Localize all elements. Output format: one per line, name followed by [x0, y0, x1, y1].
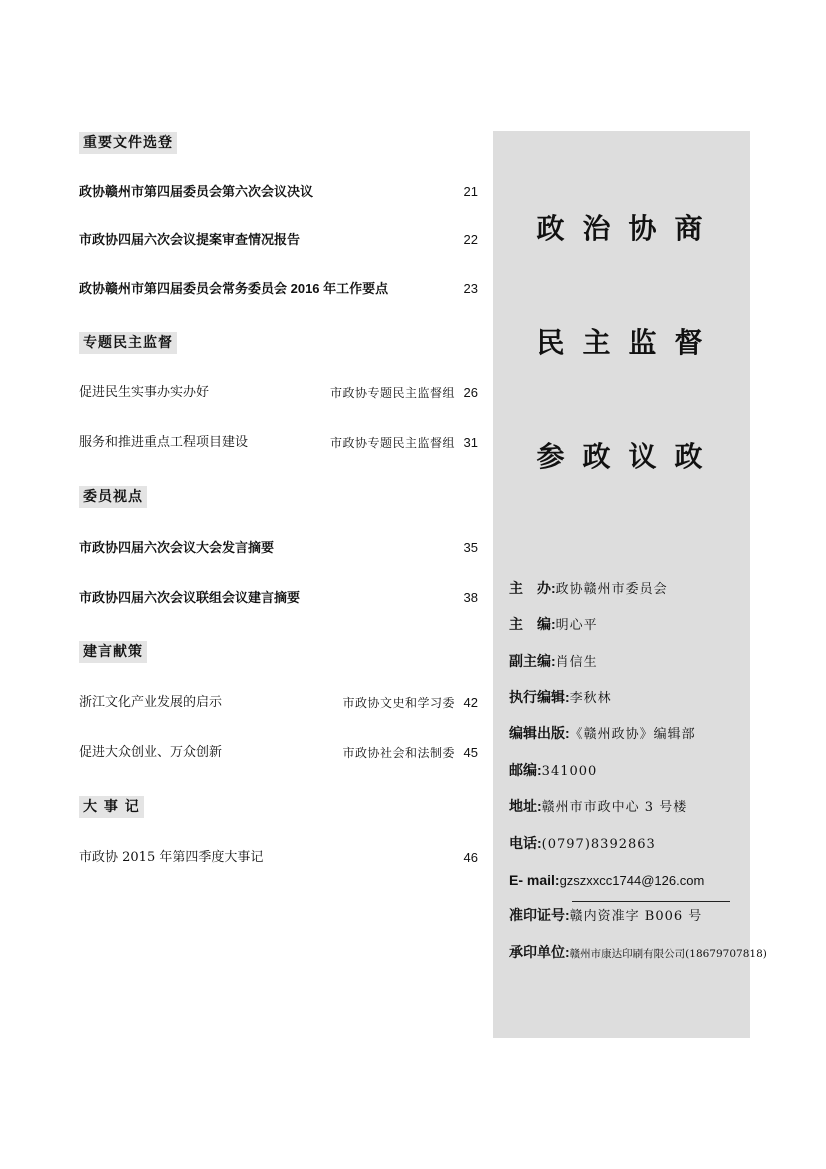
motto-line: 政治协商: [536, 212, 721, 245]
toc-item-page: 46: [463, 850, 478, 865]
masthead-value: 肖信生: [555, 655, 598, 670]
masthead-permit: [509, 904, 702, 926]
section-heading-important-documents: 重要文件选登: [79, 132, 177, 154]
divider: [572, 901, 730, 902]
masthead-label: 执行编辑:: [509, 689, 570, 705]
masthead-label: 地址:: [509, 798, 542, 814]
masthead-label: 主 编:: [509, 616, 556, 632]
masthead-value: 政协赣州市委员会: [555, 582, 668, 597]
masthead-deputy-editor: [509, 650, 598, 672]
masthead-value: 341000: [541, 764, 598, 779]
section-heading-democratic-supervision: 专题民主监督: [79, 332, 177, 354]
toc-item-page: 31: [463, 435, 478, 450]
toc-item[interactable]: [79, 279, 479, 299]
masthead-editor-in-chief: [509, 613, 598, 635]
toc-item-page: 45: [463, 745, 478, 760]
masthead-label: 编辑出版:: [509, 725, 570, 741]
masthead-label: 准印证号:: [509, 907, 570, 923]
toc-item[interactable]: [79, 433, 479, 453]
masthead-publisher: [509, 722, 696, 744]
toc-item-page: 26: [463, 385, 478, 400]
toc-item-page: 22: [463, 232, 478, 247]
toc-item[interactable]: [79, 230, 479, 250]
toc-item-author: 市政协文史和学习委: [342, 696, 455, 710]
toc-item-author: 市政协专题民主监督组: [329, 386, 455, 400]
toc-item-title: 市政协四届六次会议大会发言摘要: [79, 540, 275, 555]
masthead-label: E- mail:: [509, 872, 560, 888]
masthead-value: 赣内资准字 B006 号: [569, 909, 703, 924]
masthead-address: [509, 795, 687, 817]
masthead-label: 邮编:: [509, 762, 542, 778]
masthead-label: 主 办:: [509, 580, 556, 596]
toc-item-page: 23: [463, 281, 478, 296]
toc-item[interactable]: [79, 848, 479, 868]
toc-item-page: 21: [463, 184, 478, 199]
toc-item-title: 浙江文化产业发展的启示: [79, 695, 223, 710]
toc-item[interactable]: [79, 538, 479, 558]
toc-item-page: 35: [463, 540, 478, 555]
masthead-label: 副主编:: [509, 653, 556, 669]
section-heading-chronicle: 大 事 记: [79, 796, 144, 818]
toc-item-title: 市政协四届六次会议联组会议建言摘要: [79, 590, 301, 605]
toc-item[interactable]: [79, 693, 479, 713]
masthead-postcode: [509, 759, 597, 781]
section-heading-member-viewpoints: 委员视点: [79, 486, 147, 508]
toc-item-title: 政协赣州市第四届委员会常务委员会 2016 年工作要点: [79, 281, 389, 296]
masthead-email: [509, 869, 704, 891]
masthead-value: (0797)8392863: [541, 837, 656, 852]
masthead-value: 李秋林: [569, 691, 612, 706]
toc-item-title: 政协赣州市第四届委员会第六次会议决议: [79, 184, 314, 199]
masthead-value: 赣州市市政中心 3 号楼: [541, 800, 688, 815]
masthead-value: 赣州市康达印刷有限公司(18679707818): [569, 948, 767, 960]
toc-item[interactable]: [79, 383, 479, 403]
toc-item-author: 市政协专题民主监督组: [329, 436, 455, 450]
toc-item[interactable]: [79, 182, 479, 202]
motto-line: 参政议政: [536, 440, 721, 473]
toc-item-title: 促进民生实事办实办好: [79, 385, 210, 400]
masthead-label: 承印单位:: [509, 944, 570, 960]
toc-item-title: 市政协四届六次会议提案审查情况报告: [79, 232, 301, 247]
masthead-value[interactable]: gzszxxcc1744@126.com: [559, 873, 705, 888]
toc-item-page: 42: [463, 695, 478, 710]
masthead-panel: [493, 131, 767, 1038]
section-heading-suggestions: 建言献策: [79, 641, 147, 663]
toc-item-author: 市政协社会和法制委: [342, 746, 455, 760]
motto-line: 民主监督: [536, 326, 721, 359]
masthead-value: 明心平: [555, 618, 598, 633]
toc-item-page: 38: [463, 590, 478, 605]
masthead-label: 电话:: [509, 835, 542, 851]
toc-item-title: 市政协 2015 年第四季度大事记: [79, 850, 264, 865]
masthead-printer: [509, 941, 767, 963]
masthead-value: 《赣州政协》编辑部: [569, 727, 696, 742]
toc-item-title: 促进大众创业、万众创新: [79, 745, 223, 760]
toc-item[interactable]: [79, 743, 479, 763]
masthead-executive-editor: [509, 686, 612, 708]
masthead-sponsor: [509, 577, 668, 599]
toc-item[interactable]: [79, 588, 479, 608]
masthead-phone: [509, 832, 656, 854]
toc-item-title: 服务和推进重点工程项目建设: [79, 435, 249, 450]
